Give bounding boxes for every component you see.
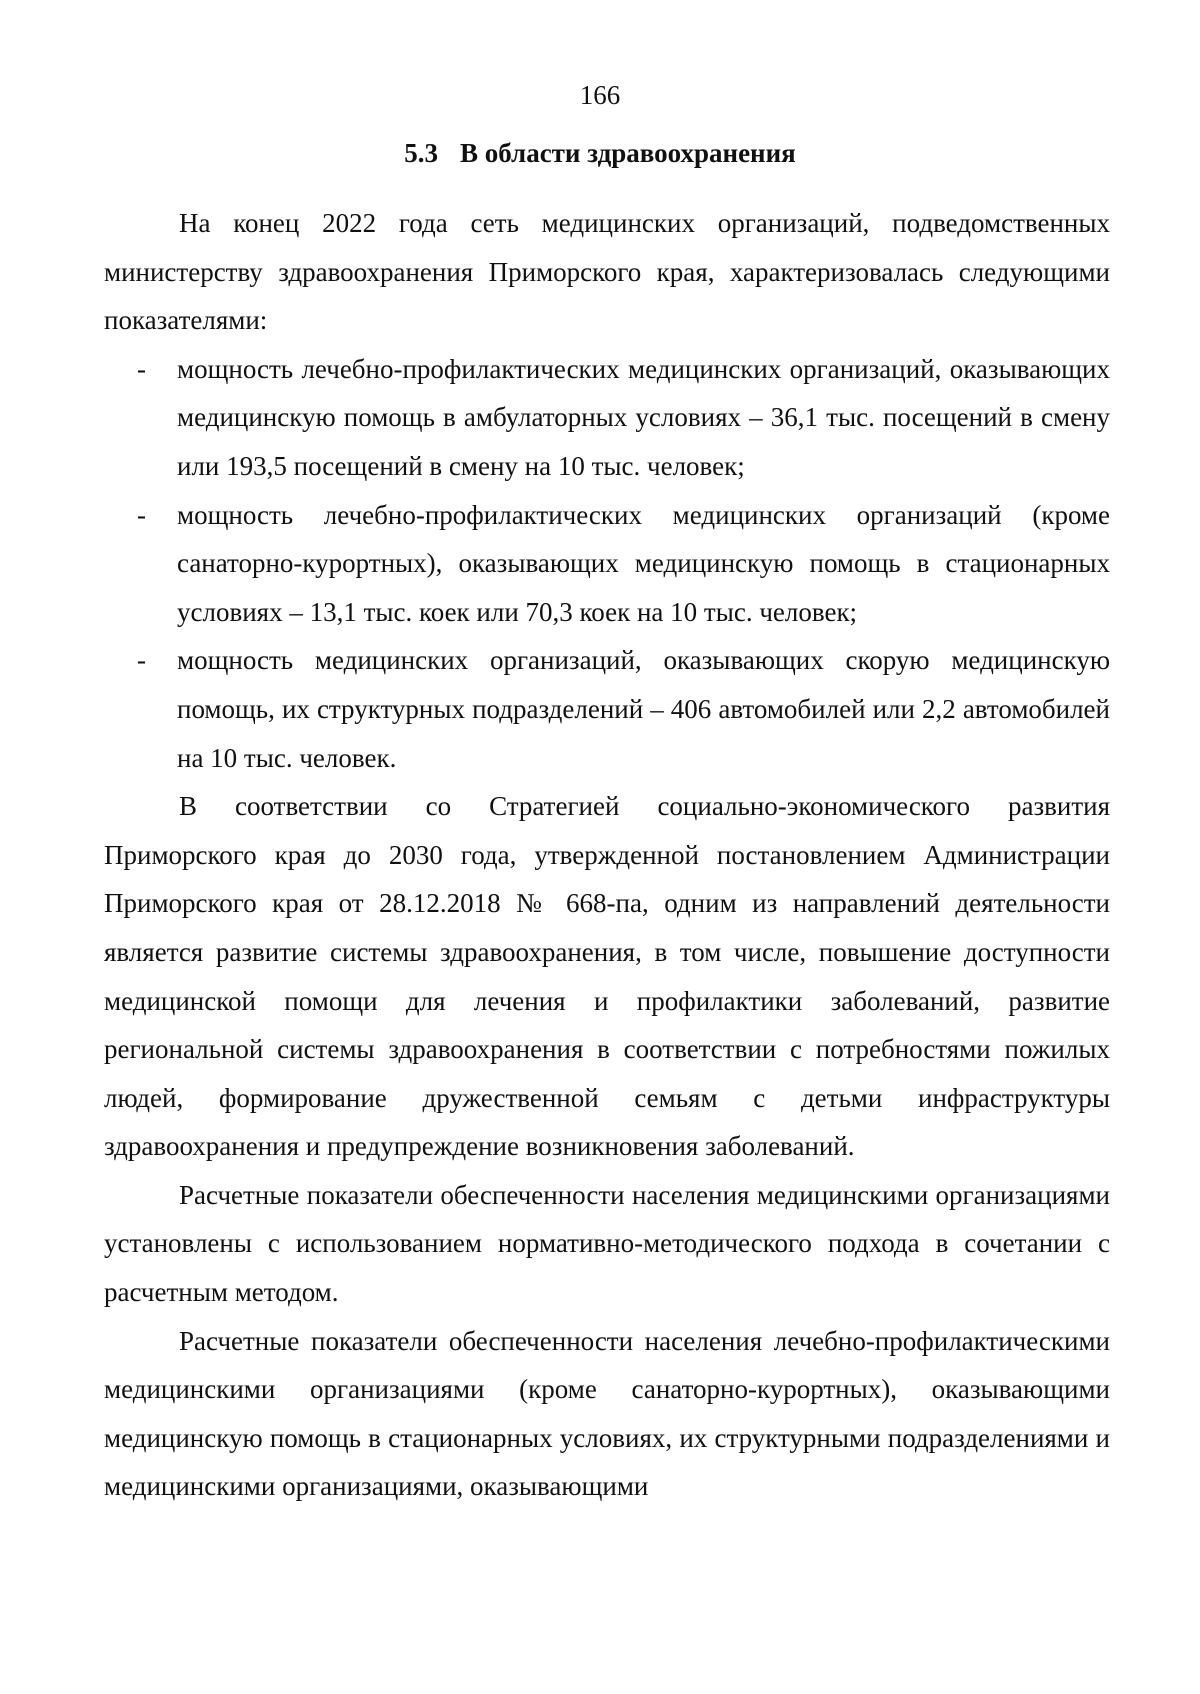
method-paragraph: Расчетные показатели обеспеченности населения медицинскими организациями установлены с использованием нормативно-методического подхода в сочетании с расчетным методом. [104,1179,1110,1308]
indicator-list-item [104,345,1110,491]
page-number: 166 [579,80,621,110]
indicator-text: мощность медицинских организаций, оказывающих скорую медицинскую помощь, их структурных подразделений – 406 автомобилей или 2,2 автомобилей на 10 тыс. человек. [177,645,1110,773]
section-title: В области здравоохранения [459,138,796,168]
indicator-list [104,345,1110,782]
bullet-marker: - [137,645,146,676]
intro-paragraph: На конец 2022 года сеть медицинских организаций, подведомственных министерству здравоохранения Приморского края, характеризовалась следующими показателями: [104,208,1110,336]
provision-paragraph: Расчетные показатели обеспеченности населения лечебно-профилактическими медицинскими организациями (кроме санаторно-курортных), оказывающими медицинскую помощь в стационарных условиях, их структурными подразделениями и медицинскими организациями, оказывающими [104,1325,1110,1502]
indicator-text: мощность лечебно-профилактических медицинских организаций (кроме санаторно-курортных), оказывающих медицинскую помощь в стационарных условиях – 13,1 тыс. коек или 70,3 коек на 10 тыс. человек; [177,499,1110,627]
bullet-marker: - [137,353,146,384]
indicator-text: мощность лечебно-профилактических медицинских организаций, оказывающих медицинскую помощь в амбулаторных условиях – 36,1 тыс. посещений в смену или 193,5 посещений в смену на 10 тыс. человек; [177,353,1110,481]
indicator-list-item [104,491,1110,637]
section-heading [0,136,1200,170]
indicator-list-item [104,636,1110,782]
section-number: 5.3 [404,138,438,168]
bullet-marker: - [137,499,146,530]
body-text [104,199,1110,1511]
strategy-paragraph: В соответствии со Стратегией социально-экономического развития Приморского края до 2030 года, утвержденной постановлением Администрации Приморского края от 28.12.2018 № 668-па, одним из направлений деятельности является развитие системы здравоохранения, в том числе, повышение доступности медицинской помощи для лечения и профилактики заболеваний, развитие региональной системы здравоохранения в соответствии с потребностями пожилых людей, формирование дружественной семьям с детьми инфраструктуры здравоохранения и предупреждение возникновения заболеваний. [104,791,1110,1162]
